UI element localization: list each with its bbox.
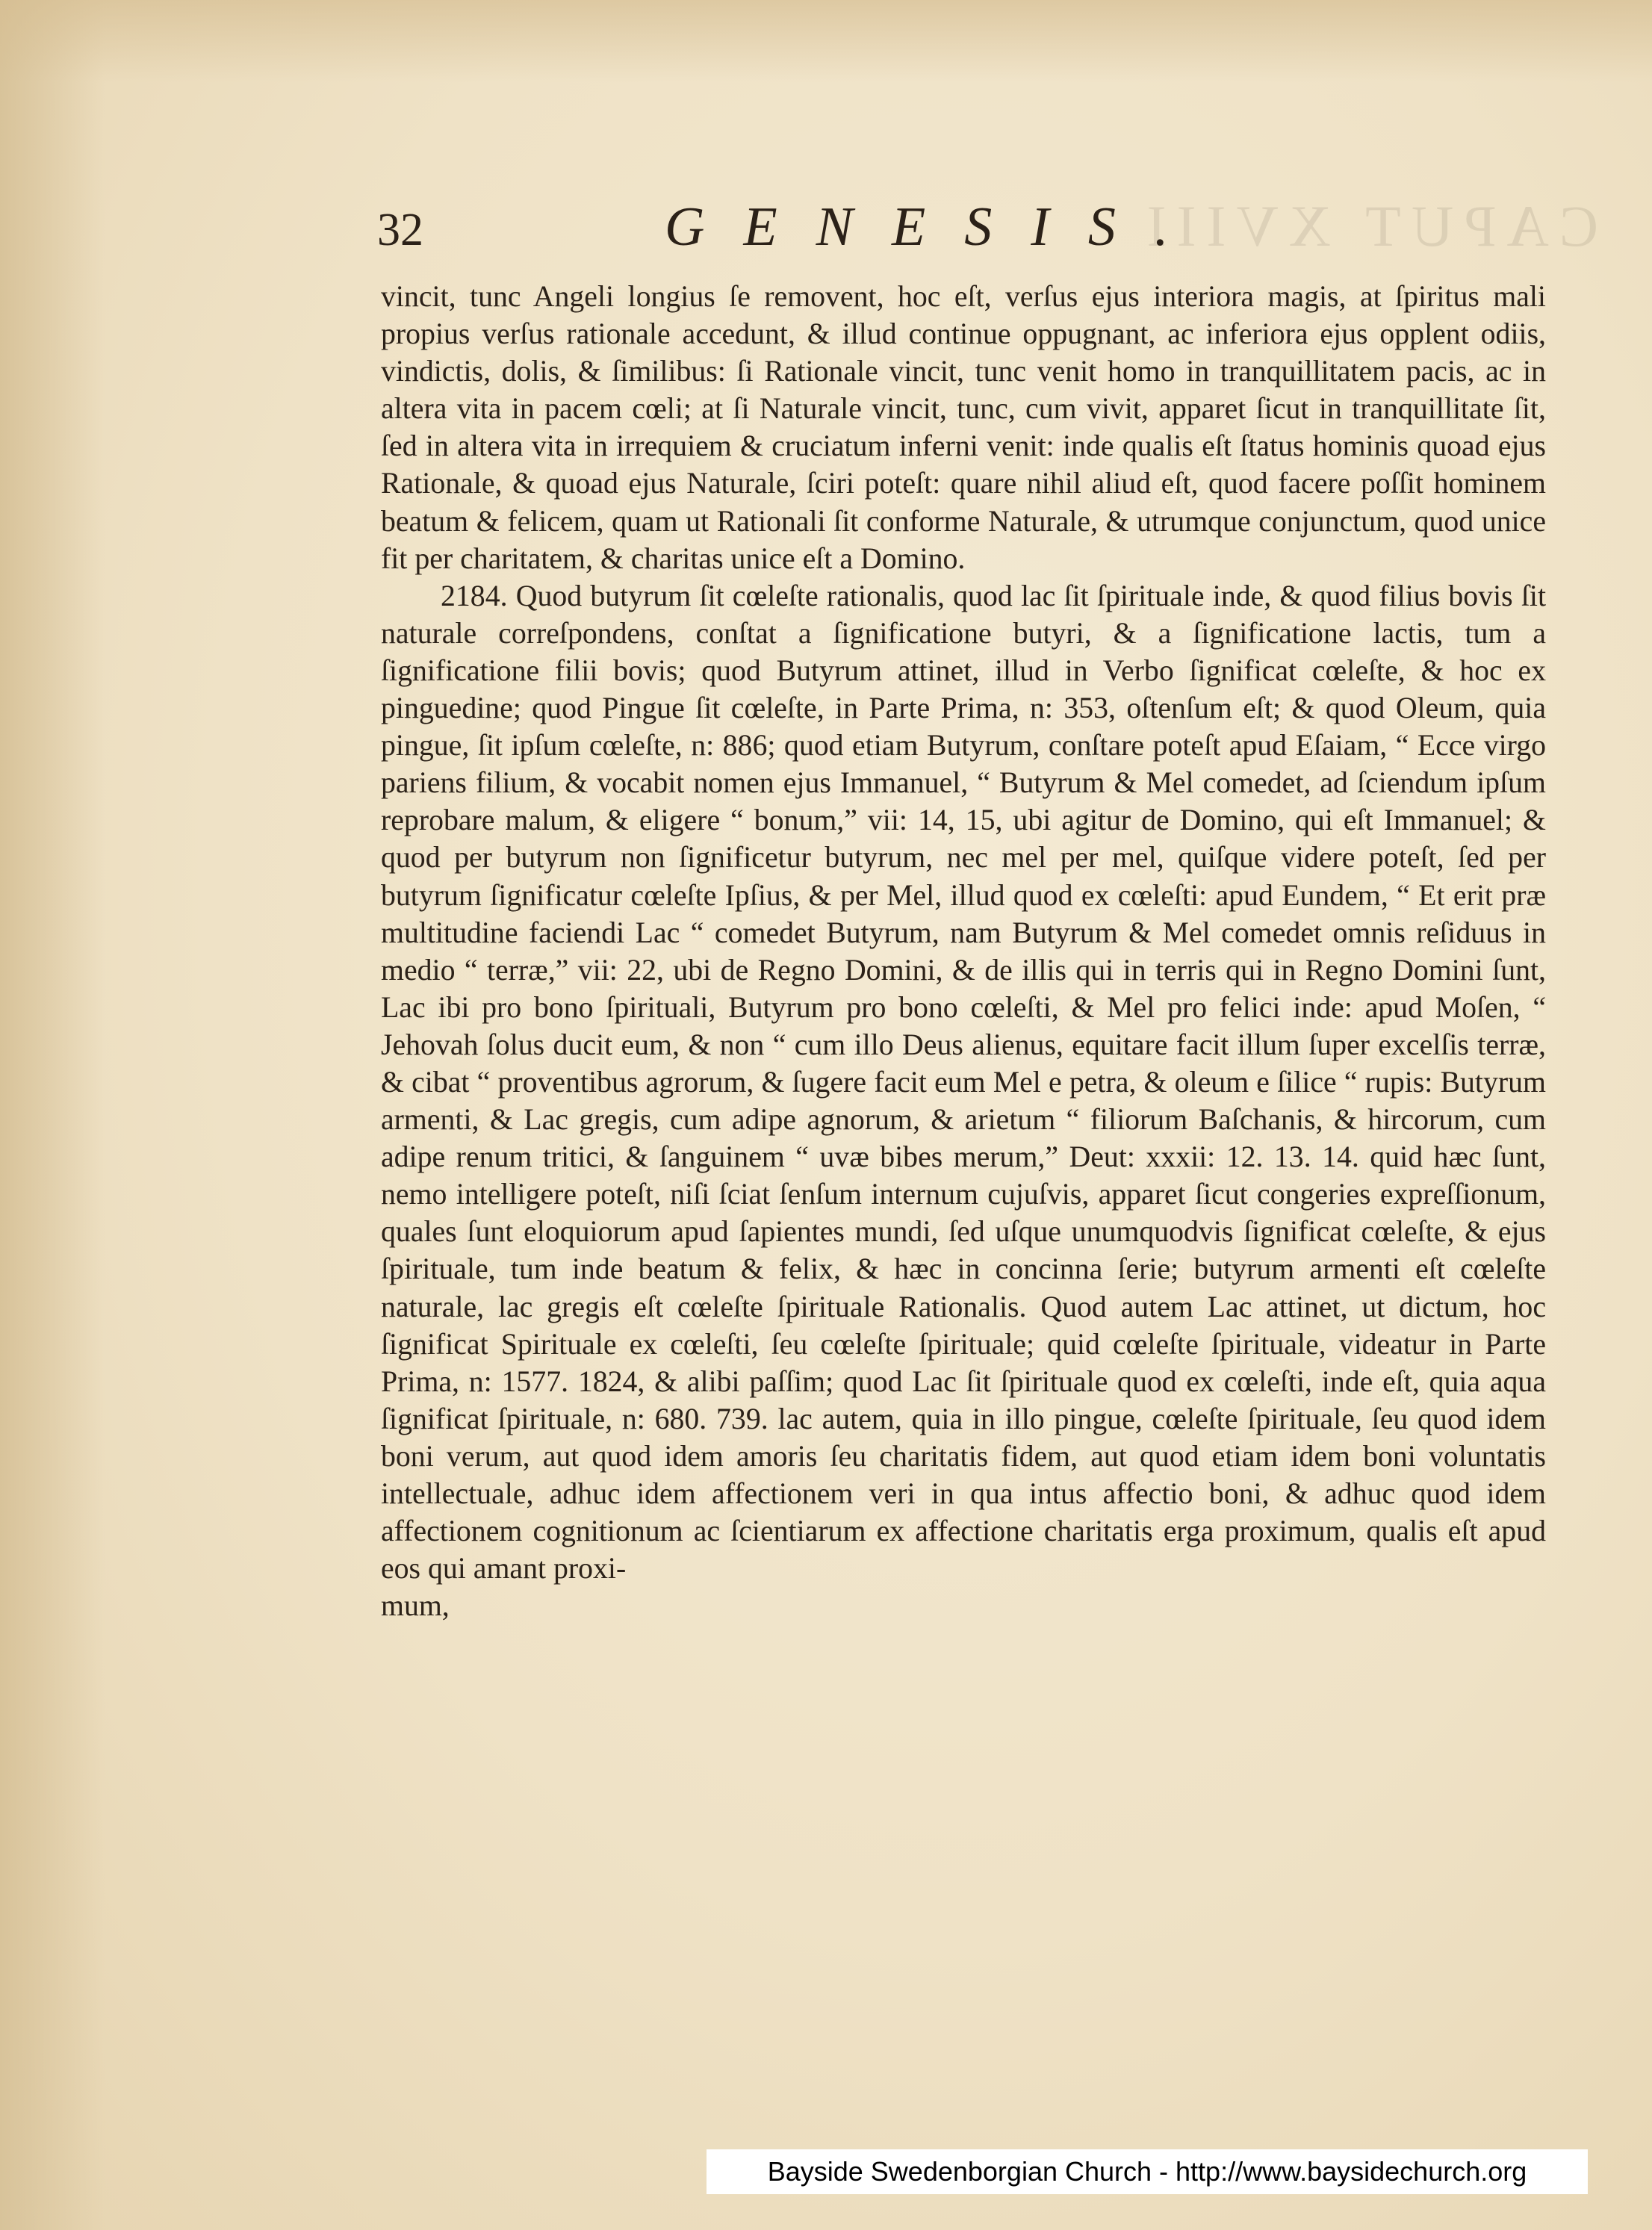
watermark: Bayside Swedenborgian Church - http://www.baysidechurch.org [707, 2149, 1588, 2194]
running-head: GENESIS. [665, 196, 1208, 258]
page-edge-shadow [0, 0, 105, 2230]
paragraph-continuation: vincit, tunc Angeli longius ſe removent, hoc eſt, verſus ejus interiora magis, at ſpiritus mali propius verſus rationale accedunt, & illud continue oppugnant, ac inferiora ejus opplent odiis, vindictis, dolis, & ſimilibus: ſi Rationale vincit, tunc venit homo in tranquillitatem pacis, ac in altera vita in pacem cœli; at ſi Naturale vincit, tunc, cum vivit, apparet ſicut in tranquillitate ſit, ſed in altera vita in irrequiem & cruciatum inferni venit: inde qualis eſt ſtatus hominis quoad ejus Rationale, & quoad ejus Naturale, ſciri poteſt: quare nihil aliud eſt, quod facere poſſit hominem beatum & felicem, quam ut Rationali ſit conforme Naturale, & utrumque conjunctum, quod unice fit per charitatem, & charitas unice eſt a Domino. [381, 280, 1546, 575]
page-header [377, 196, 1546, 263]
show-through-text: CAPUT XVIII [1136, 193, 1598, 258]
text-block [381, 278, 1546, 1624]
paragraph-2184: 2184. Quod butyrum ſit cœleſte rationalis, quod lac ſit ſpirituale inde, & quod filius bovis ſit naturale correſpondens, conſtat a ſignificatione butyri, & a ſignificatione lactis, tum a ſignificatione filii bovis; quod Butyrum attinet, illud in Verbo ſignificat cœleſte, & hoc ex pinguedine; quod Pingue ſit cœleſte, in Parte Prima, n: 353, oſtenſum eſt; & quod Oleum, quia pingue, ſit ipſum cœleſte, n: 886; quod etiam Butyrum, conſtare poteſt apud Eſaiam, “ Ecce virgo pariens filium, & vocabit nomen ejus Immanuel, “ Butyrum & Mel comedet, ad ſciendum ipſum reprobare malum, & eligere “ bonum,” vii: 14, 15, ubi agitur de Domino, qui eſt Immanuel; & quod per butyrum non ſignificetur butyrum, nec mel per mel, quiſque videre poteſt, ſed per butyrum ſignificatur cœleſte Ipſius, & per Mel, illud quod ex cœleſti: apud Eundem, “ Et erit præ multitudine faciendi Lac “ comedet Butyrum, nam Butyrum & Mel comedet omnis reſiduus in medio “ terræ,” vii: 22, ubi de Regno Domini, & de illis qui in terris qui in Regno Domini ſunt, Lac ibi pro bono ſpirituali, Butyrum pro bono cœleſti, & Mel pro felici inde: apud Moſen, “ Jehovah ſolus ducit eum, & non “ cum illo Deus alienus, equitare facit illum ſuper excelſis terræ, & cibat “ proventibus agrorum, & ſugere facit eum Mel e petra, & oleum e ſilice “ rupis: Butyrum armenti, & Lac gregis, cum adipe agnorum, & arietum “ filiorum Baſchanis, & hircorum, cum adipe renum tritici, & ſanguinem “ uvæ bibes merum,” Deut: xxxii: 12. 13. 14. quid hæc ſunt, nemo intelligere poteſt, niſi ſciat ſenſum internum cujuſvis, apparet ſicut congeries expreſſionum, quales ſunt eloquiorum apud ſapientes mundi, ſed uſque unumquodvis ſignificat cœleſte, & ejus ſpirituale, tum inde beatum & felix, & hæc in concinna ſerie; butyrum armenti eſt cœleſte naturale, lac gregis eſt cœleſte ſpirituale Rationalis. Quod autem Lac attinet, ut dictum, hoc ſignificat Spirituale ex cœleſti, ſeu cœleſte ſpirituale; quid cœleſte ſpirituale, videatur in Parte Prima, n: 1577. 1824, & alibi paſſim; quod Lac ſit ſpirituale quod ex cœleſti, inde eſt, quia aqua ſignificat ſpirituale, n: 680. 739. lac autem, quia in illo pingue, cœleſte ſpirituale, ſeu quod idem boni verum, aut quod idem amoris ſeu charitatis fidem, aut quod etiam idem boni voluntatis intellectuale, adhuc idem affectionem veri in qua intus affectio boni, & adhuc quod idem affectionem cognitionum ac ſcientiarum ex affectione charitatis erga proximum, qualis eſt apud eos qui amant proxi- [381, 579, 1546, 1585]
catchword: mum, [381, 1589, 450, 1623]
page-number: 32 [377, 205, 423, 255]
page-top-stain [0, 0, 1652, 82]
